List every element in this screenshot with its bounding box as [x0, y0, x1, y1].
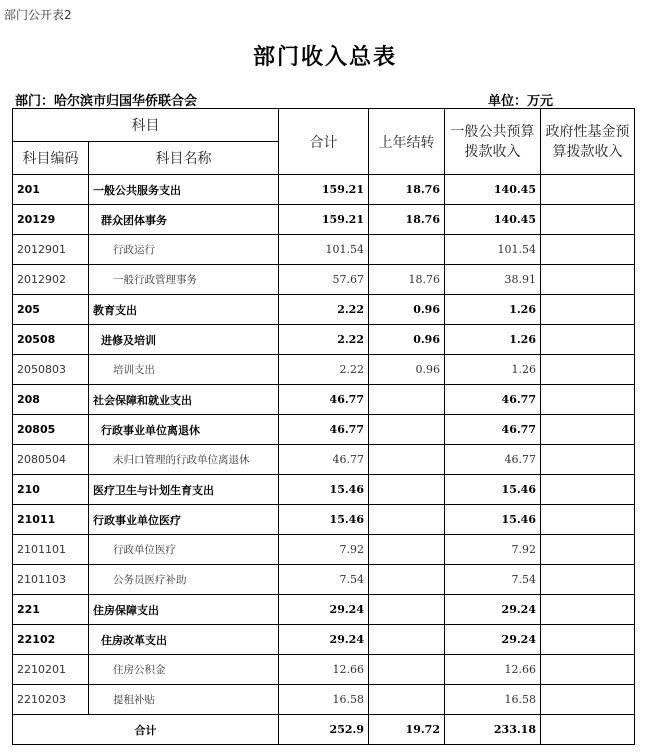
cell-fund-budget — [541, 625, 635, 655]
cell-code: 2101101 — [13, 535, 89, 565]
cell-general-budget: 46.77 — [445, 415, 541, 445]
cell-carryover — [369, 565, 445, 595]
page-title: 部门收入总表 — [252, 45, 397, 70]
cell-name: 行政事业单位离退休 — [89, 415, 279, 445]
cell-total: 46.77 — [279, 385, 369, 415]
cell-name: 住房保障支出 — [89, 595, 279, 625]
cell-carryover: 0.96 — [369, 355, 445, 385]
cell-name: 行政运行 — [89, 235, 279, 265]
cell-code: 201 — [13, 175, 89, 205]
cell-fund-budget — [541, 415, 635, 445]
table-row — [13, 295, 635, 325]
cell-fund-budget — [541, 655, 635, 685]
header-subject-group: 科目 — [13, 109, 279, 142]
cell-code: 20129 — [13, 205, 89, 235]
cell-general-budget: 233.18 — [445, 715, 541, 745]
cell-fund-budget — [541, 175, 635, 205]
cell-code: 208 — [13, 385, 89, 415]
cell-carryover — [369, 385, 445, 415]
cell-fund-budget — [541, 325, 635, 355]
table-row — [13, 625, 635, 655]
cell-fund-budget — [541, 445, 635, 475]
cell-carryover — [369, 475, 445, 505]
unit-label: 单位：万元 — [488, 94, 554, 109]
cell-code: 2050803 — [13, 355, 89, 385]
cell-general-budget: 140.45 — [445, 205, 541, 235]
department-label: 部门：哈尔滨市归国华侨联合会 — [15, 94, 198, 109]
cell-name: 行政事业单位医疗 — [89, 505, 279, 535]
cell-general-budget: 46.77 — [445, 445, 541, 475]
cell-general-budget: 7.54 — [445, 565, 541, 595]
cell-fund-budget — [541, 475, 635, 505]
total-row — [13, 715, 635, 745]
table-row — [13, 445, 635, 475]
cell-carryover — [369, 415, 445, 445]
cell-name: 培训支出 — [89, 355, 279, 385]
header-row-1 — [13, 109, 635, 142]
table-row — [13, 505, 635, 535]
cell-name: 一般行政管理事务 — [89, 265, 279, 295]
cell-code: 2012902 — [13, 265, 89, 295]
cell-total: 159.21 — [279, 205, 369, 235]
cell-general-budget: 46.77 — [445, 385, 541, 415]
cell-general-budget: 1.26 — [445, 295, 541, 325]
cell-carryover: 0.96 — [369, 295, 445, 325]
header-carryover: 上年结转 — [369, 109, 445, 175]
table-row — [13, 385, 635, 415]
cell-fund-budget — [541, 235, 635, 265]
cell-name: 医疗卫生与计划生育支出 — [89, 475, 279, 505]
cell-name: 提租补贴 — [89, 685, 279, 715]
cell-fund-budget — [541, 685, 635, 715]
cell-total: 7.54 — [279, 565, 369, 595]
cell-fund-budget — [541, 565, 635, 595]
cell-total: 12.66 — [279, 655, 369, 685]
cell-general-budget: 1.26 — [445, 325, 541, 355]
cell-general-budget: 16.58 — [445, 685, 541, 715]
cell-name: 住房公积金 — [89, 655, 279, 685]
header-fund-budget: 政府性基金预算拨款收入 — [541, 109, 635, 175]
cell-carryover: 19.72 — [369, 715, 445, 745]
income-table — [12, 108, 635, 745]
cell-carryover — [369, 685, 445, 715]
cell-code: 221 — [13, 595, 89, 625]
cell-carryover: 0.96 — [369, 325, 445, 355]
cell-name: 教育支出 — [89, 295, 279, 325]
cell-total: 29.24 — [279, 595, 369, 625]
cell-code: 205 — [13, 295, 89, 325]
cell-fund-budget — [541, 295, 635, 325]
header-name: 科目名称 — [89, 142, 279, 175]
table-row — [13, 475, 635, 505]
cell-carryover — [369, 505, 445, 535]
table-row — [13, 565, 635, 595]
cell-general-budget: 140.45 — [445, 175, 541, 205]
cell-fund-budget — [541, 595, 635, 625]
table-row — [13, 265, 635, 295]
cell-fund-budget — [541, 715, 635, 745]
cell-fund-budget — [541, 385, 635, 415]
cell-name: 未归口管理的行政单位离退休 — [89, 445, 279, 475]
cell-total: 2.22 — [279, 325, 369, 355]
cell-total: 2.22 — [279, 355, 369, 385]
cell-carryover: 18.76 — [369, 205, 445, 235]
cell-code: 2080504 — [13, 445, 89, 475]
cell-total: 46.77 — [279, 415, 369, 445]
cell-carryover — [369, 535, 445, 565]
cell-name: 群众团体事务 — [89, 205, 279, 235]
cell-code: 20508 — [13, 325, 89, 355]
cell-carryover — [369, 235, 445, 265]
cell-total: 29.24 — [279, 625, 369, 655]
total-label: 合计 — [13, 715, 279, 745]
table-row — [13, 325, 635, 355]
cell-total: 7.92 — [279, 535, 369, 565]
table-row — [13, 205, 635, 235]
cell-general-budget: 15.46 — [445, 475, 541, 505]
cell-carryover: 18.76 — [369, 175, 445, 205]
table-row — [13, 415, 635, 445]
cell-code: 22102 — [13, 625, 89, 655]
cell-carryover — [369, 595, 445, 625]
cell-total: 159.21 — [279, 175, 369, 205]
cell-fund-budget — [541, 205, 635, 235]
cell-name: 进修及培训 — [89, 325, 279, 355]
cell-carryover — [369, 445, 445, 475]
cell-fund-budget — [541, 265, 635, 295]
cell-general-budget: 7.92 — [445, 535, 541, 565]
cell-carryover — [369, 625, 445, 655]
cell-name: 行政单位医疗 — [89, 535, 279, 565]
table-body — [13, 175, 635, 745]
cell-general-budget: 1.26 — [445, 355, 541, 385]
cell-general-budget: 12.66 — [445, 655, 541, 685]
cell-general-budget: 101.54 — [445, 235, 541, 265]
cell-code: 2012901 — [13, 235, 89, 265]
cell-name: 住房改革支出 — [89, 625, 279, 655]
cell-total: 16.58 — [279, 685, 369, 715]
table-row — [13, 175, 635, 205]
cell-carryover: 18.76 — [369, 265, 445, 295]
header-code: 科目编码 — [13, 142, 89, 175]
cell-name: 公务员医疗补助 — [89, 565, 279, 595]
table-row — [13, 355, 635, 385]
cell-total: 57.67 — [279, 265, 369, 295]
cell-general-budget: 38.91 — [445, 265, 541, 295]
cell-fund-budget — [541, 355, 635, 385]
cell-fund-budget — [541, 505, 635, 535]
table-row — [13, 685, 635, 715]
form-label: 部门公开表2 — [4, 8, 72, 22]
cell-general-budget: 15.46 — [445, 505, 541, 535]
cell-name: 一般公共服务支出 — [89, 175, 279, 205]
cell-code: 210 — [13, 475, 89, 505]
cell-total: 252.9 — [279, 715, 369, 745]
cell-code: 2210203 — [13, 685, 89, 715]
cell-code: 2101103 — [13, 565, 89, 595]
cell-fund-budget — [541, 535, 635, 565]
cell-general-budget: 29.24 — [445, 625, 541, 655]
cell-code: 21011 — [13, 505, 89, 535]
cell-name: 社会保障和就业支出 — [89, 385, 279, 415]
cell-total: 2.22 — [279, 295, 369, 325]
table-row — [13, 235, 635, 265]
cell-total: 101.54 — [279, 235, 369, 265]
cell-total: 46.77 — [279, 445, 369, 475]
cell-general-budget: 29.24 — [445, 595, 541, 625]
cell-code: 2210201 — [13, 655, 89, 685]
table-row — [13, 595, 635, 625]
table-row — [13, 655, 635, 685]
cell-carryover — [369, 655, 445, 685]
table-row — [13, 535, 635, 565]
header-total: 合计 — [279, 109, 369, 175]
header-general-budget: 一般公共预算拨款收入 — [445, 109, 541, 175]
cell-code: 20805 — [13, 415, 89, 445]
cell-total: 15.46 — [279, 505, 369, 535]
cell-total: 15.46 — [279, 475, 369, 505]
